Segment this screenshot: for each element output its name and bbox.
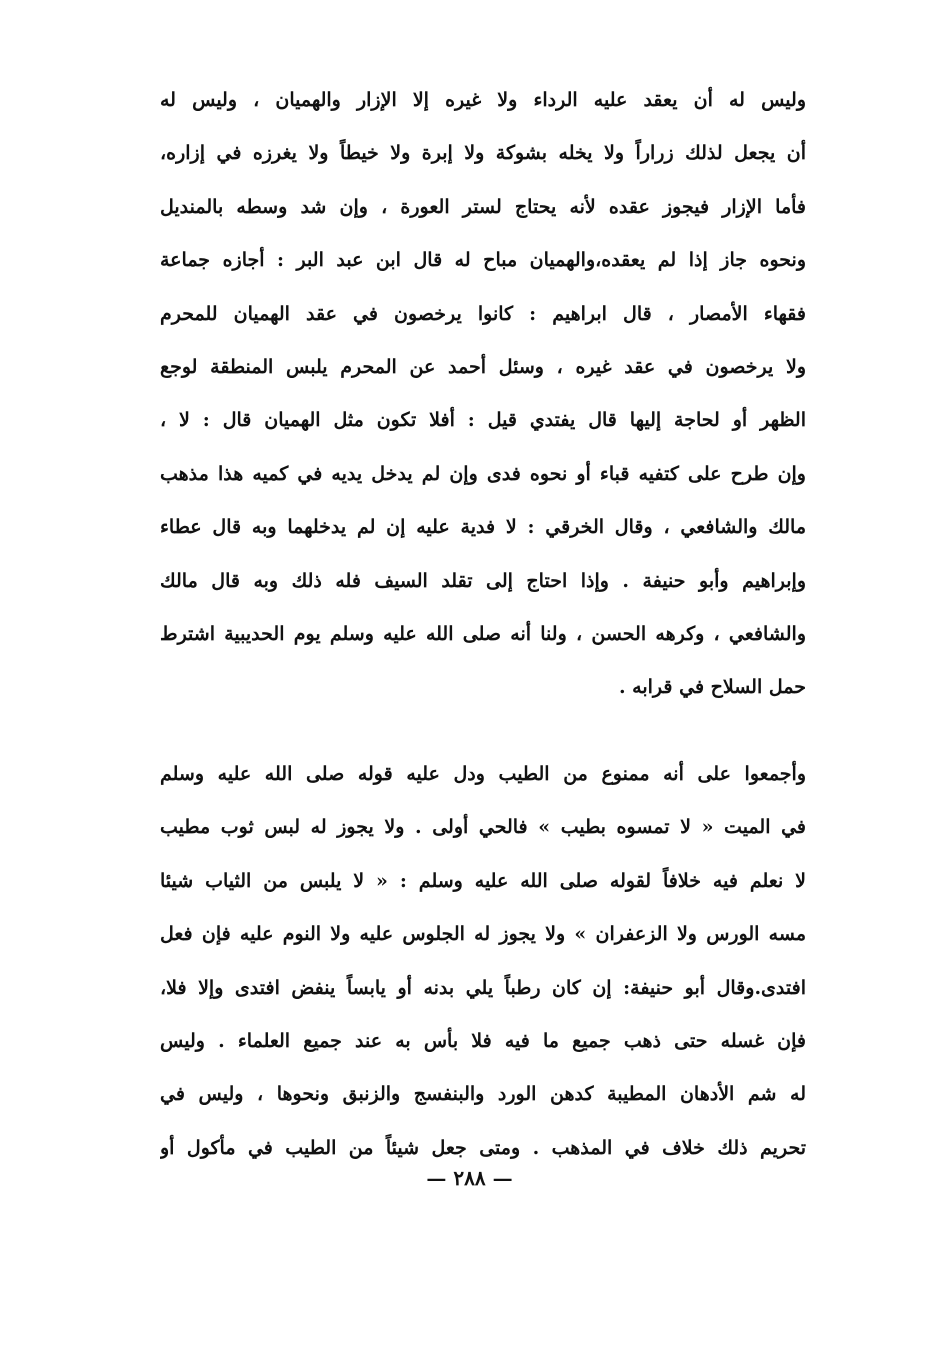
text-line: وإبراهيم وأبو حنيفة . وإذا احتاج إلى تقلد السيف فله ذلك وبه قال مالك xyxy=(160,569,806,592)
text-line: ونحوه جاز إذا لم يعقده،والهميان مباح له قال ابن عبد البر : أجازه جماعة xyxy=(160,249,806,272)
text-line: تحريم ذلك خلاف في المذهب . ومتى جعل شيئاً من الطيب في مأكول أو xyxy=(160,1136,806,1159)
text-line: لا نعلم فيه خلافاً لقوله صلى الله عليه وسلم : « لا يلبس من الثياب شيئا xyxy=(160,869,806,892)
text-line: وإن طرح على كتفيه قباء أو نحوه فدى وإن لم يدخل يديه في كميه هذا مذهب xyxy=(160,462,806,485)
text-line: في الميت « لا تمسوه بطيب » فالحي أولى . ولا يجوز له لبس ثوب مطيب xyxy=(160,816,806,839)
page-number: — ٢٨٨ — xyxy=(426,1166,513,1190)
text-line: الظهر أو لحاجة إليها قال يفتدي قيل : أفلا تكون مثل الهميان قال : لا ، xyxy=(160,409,806,432)
text-line: فأما الإزار فيجوز عقده لأنه يحتاج لستر العورة ، وإن شد وسطه بالمنديل xyxy=(160,195,806,218)
text-line: مالك والشافعي ، وقال الخرقي : لا فدية عليه إن لم يدخلهما وبه قال عطاء xyxy=(160,516,806,539)
text-line: مسه الورس ولا الزعفران » ولا يجوز له الجلوس عليه ولا النوم عليه فإن فعل xyxy=(160,923,806,946)
text-line: وأجمعوا على أنه ممنوع من الطيب ودل عليه قوله صلى الله عليه وسلم xyxy=(160,763,806,785)
text-line: فقهاء الأمصار ، قال ابراهيم : كانوا يرخصون في عقد الهميان للمحرم xyxy=(160,302,806,325)
text-line: حمل السلاح في قرابه . xyxy=(618,676,806,699)
paragraph-2 xyxy=(160,748,806,1175)
text-line: ولا يرخصون في عقد غيره ، وسئل أحمد عن المحرم يلبس المنطقة لوجع xyxy=(160,355,806,378)
text-line: والشافعي ، وكرهه الحسن ، ولنا أنه صلى الله عليه وسلم يوم الحديبية اشترط xyxy=(160,622,806,645)
text-line: وليس له أن يعقد عليه الرداء ولا غيره إلا الإزار والهميان ، وليس له xyxy=(160,89,806,111)
paragraph-1 xyxy=(160,74,806,715)
text-line: افتدى.وقال أبو حنيفة: إن كان رطباً يلي بدنه أو يابساً ينفض افتدى وإلا فلا، xyxy=(160,976,806,999)
text-line: فإن غسله حتى ذهب جميع ما فيه فلا بأس به عند جميع العلماء . وليس xyxy=(160,1029,806,1052)
text-line: أن يجعل لذلك زراراً ولا يخله بشوكة ولا إبرة ولا خيطاً ولا يغرزه في إزاره، xyxy=(160,142,806,165)
text-line: له شم الأدهان المطيبة كدهن الورد والبنفسج والزنبق ونحوها ، وليس في xyxy=(160,1083,806,1106)
